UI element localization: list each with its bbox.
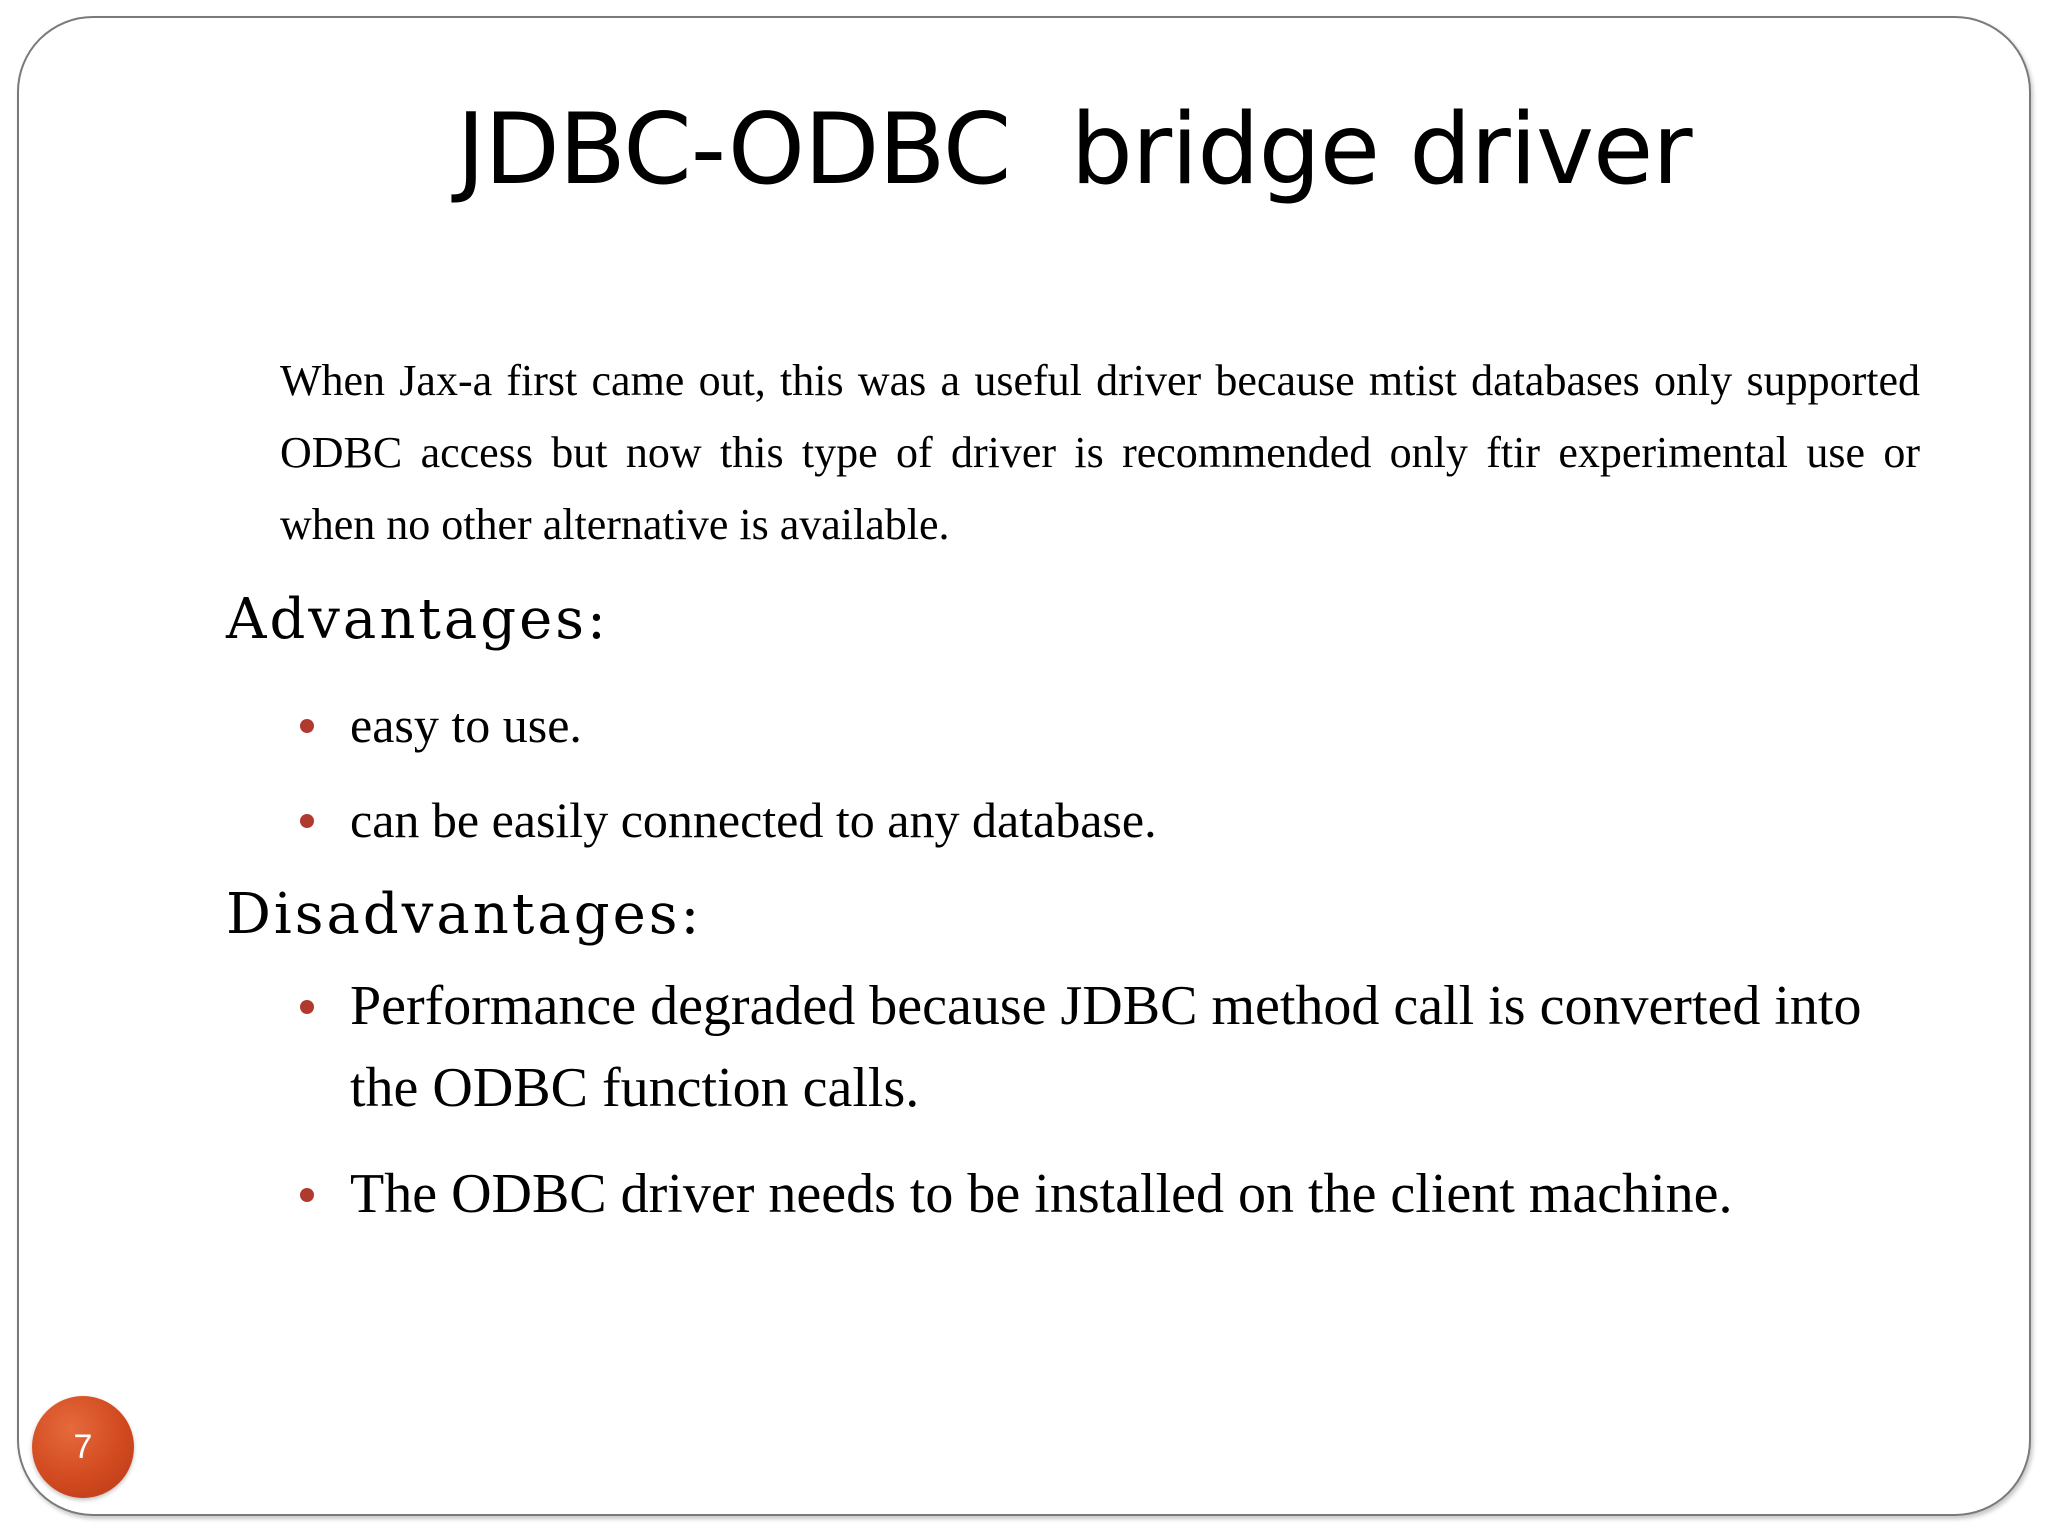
list-item-text: can be easily connected to any database. [350,792,1157,848]
list-item-text: easy to use. [350,697,582,753]
list-item-text: Performance degraded because JDBC method call is converted into the ODBC function calls. [350,975,1862,1119]
advantages-heading: Advantages: [226,587,609,652]
slide-frame [17,16,2031,1516]
slide-title: JDBC-ODBC bridge driver [456,93,1692,207]
bullet-dot-icon [300,719,314,733]
disadvantages-heading: Disadvantages: [226,882,703,947]
page-number: 7 [73,1428,93,1466]
bullet-dot-icon [300,1188,314,1202]
bullet-dot-icon [300,1000,314,1014]
intro-paragraph: When Jax-a first came out, this was a useful driver because mtist databases only supported ODBC access but now this type of driver is recommended only ftir experimental use or when no other alternative is available. [280,356,1920,549]
bullet-dot-icon [300,814,314,828]
list-item-text: The ODBC driver needs to be installed on the client machine. [350,1163,1733,1225]
page-number-badge [32,1396,134,1498]
